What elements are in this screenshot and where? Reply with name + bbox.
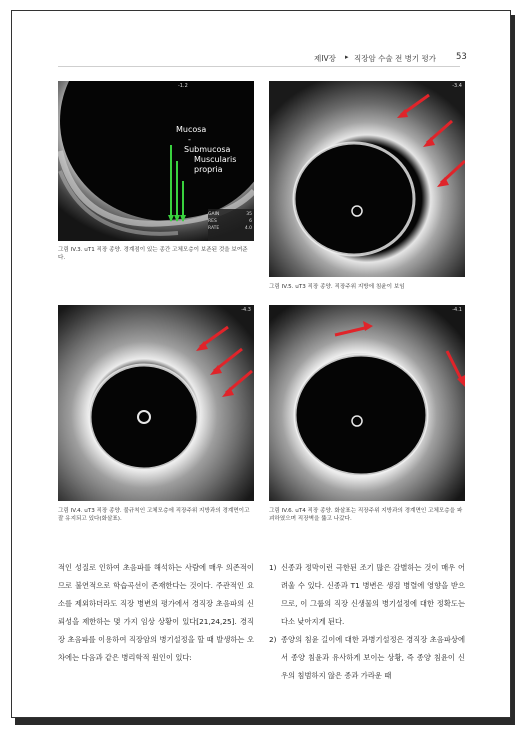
ultrasound-readout <box>208 211 252 232</box>
figure-corner-label: -1.2 <box>178 83 188 89</box>
figure-uT4-ultrasound <box>269 305 465 501</box>
header-separator-icon: ▸ <box>345 53 349 61</box>
body-right-column <box>269 559 465 685</box>
list-number: 2) <box>269 635 277 644</box>
label-submucosa: Submucosa <box>184 145 231 154</box>
figure-corner-label: -3.4 <box>452 83 462 89</box>
figure-caption: 그림 IV.4. uT3 직장 종양. 불규칙인 고체모층에 직장주위 지방과의 경계면이고 잘 유지되고 있다(화살표). <box>58 508 250 522</box>
figure-corner-label: -4.1 <box>452 307 462 313</box>
figure-caption: 그림 IV.6. uT4 직장 종양. 화살표는 직장주위 지방과의 경계면인 고체모층을 파괴하였으며 직장벽을 뚫고 나갔다. <box>269 508 463 522</box>
readout-row: GAIN 35 <box>208 212 252 217</box>
document-page <box>11 10 511 718</box>
list-number: 1) <box>269 563 277 572</box>
figure-caption: 그림 IV.3. uT1 직장 종양. 경계점이 있는 종간 고체모층이 보존된 것을 보여준다. <box>58 247 248 261</box>
header-title: 직장암 수술 전 병기 평가 <box>354 54 436 63</box>
list-item <box>269 559 465 631</box>
figure-uT3-ultrasound <box>269 81 465 277</box>
readout-row: RATE 4.0 <box>208 226 252 231</box>
anatomy-labels <box>176 125 236 175</box>
header-chapter: 제IV장 <box>314 54 336 63</box>
ultrasound-image <box>269 305 465 501</box>
list-text: 신종과 정막이런 극한된 조기 많은 감별하는 것이 매우 어려울 수 있다. 신종과 T1 병변은 생검 병렬에 영향을 받으므로, 이 그룹의 직장 신생물의 병기설정에 대한 정확도는 다소 낮아지게 된다. <box>281 563 465 626</box>
ultrasound-image <box>58 305 254 501</box>
figure-uT1-ultrasound <box>58 81 254 241</box>
readout-row: RES 6 <box>208 219 252 224</box>
label-muscularis: Muscularis <box>194 155 237 164</box>
page-number: 53 <box>456 52 467 62</box>
label-dash: - <box>188 135 191 144</box>
ultrasound-image <box>269 81 465 277</box>
figure-caption: 그림 IV.5. uT3 직장 종양. 직장주위 지방에 침윤이 보임 <box>269 284 405 290</box>
running-header <box>12 53 510 69</box>
list-item <box>269 631 465 685</box>
body-paragraph: 적인 성질로 인하여 초음파를 해석하는 사람에 매우 의존적이므로 불연적으로 학습곡선이 존재한다는 것이다. 주관적인 요소를 제외하더라도 직장 병변의 평가에서 경직장 초음파의 신뢰성을 제한하는 몇 가지 임상 상황이 있다[21,24,25]. 경직장 초음파를 이용하여 직장암의 병기설정을 할 때 발생하는 오차에는 다음과 같은 병리학적 원인이 있다: <box>58 563 254 662</box>
figure-uT3-ultrasound-2 <box>58 305 254 501</box>
figure-corner-label: -4.3 <box>241 307 251 313</box>
header-divider <box>58 66 460 67</box>
body-left-column <box>58 559 254 667</box>
label-mucosa: Mucosa <box>176 125 207 134</box>
label-propria: propria <box>194 165 223 174</box>
list-text: 종양의 침윤 길이에 대한 과병기설정은 경직장 초음파상에서 종양 침윤과 유사하게 보이는 상황, 즉 종양 침윤이 신우의 침범하지 않은 종과 가라운 때 <box>281 635 465 680</box>
